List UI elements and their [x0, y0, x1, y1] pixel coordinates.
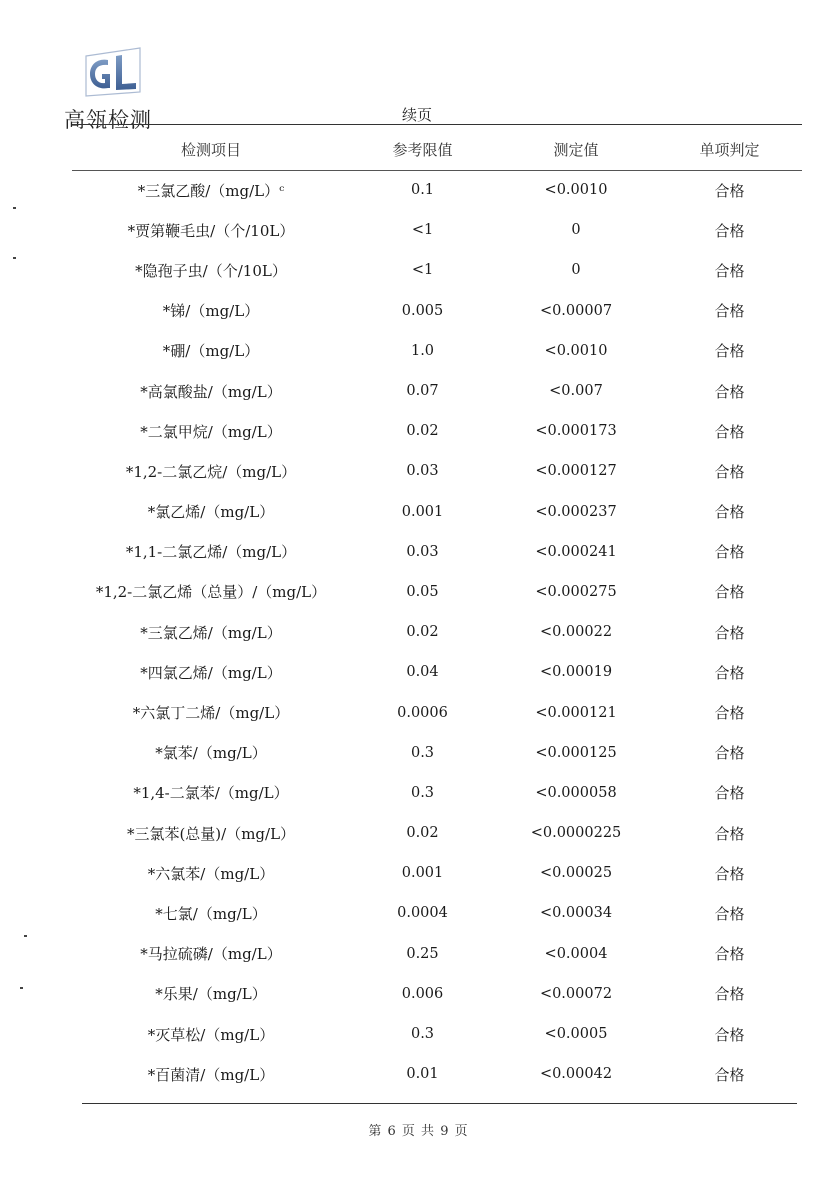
cell-limit: 0.05: [406, 583, 439, 600]
cell-verdict: 合格: [714, 503, 745, 522]
table-row: [72, 572, 802, 612]
header-rule: [72, 124, 802, 125]
cell-value: <0.0004: [544, 945, 608, 962]
cell-item: *马拉硫磷/（mg/L）: [140, 945, 282, 964]
cell-value: <0.00007: [539, 302, 613, 319]
table-row: [72, 893, 802, 933]
cell-value: <0.007: [549, 383, 603, 400]
cell-item: *1,1-二氯乙烯/（mg/L）: [125, 543, 297, 562]
table-row: [72, 451, 802, 491]
cell-limit: <1: [411, 262, 434, 279]
cell-verdict: 合格: [714, 663, 745, 682]
results-table: [72, 170, 802, 1094]
cell-verdict: 合格: [714, 784, 745, 803]
cell-verdict: 合格: [714, 904, 745, 923]
cell-verdict: 合格: [714, 342, 745, 361]
scan-speck: [20, 987, 23, 989]
cell-verdict: 合格: [714, 1065, 745, 1084]
cell-item: *乐果/（mg/L）: [155, 985, 267, 1004]
cell-item: *1,4-二氯苯/（mg/L）: [133, 784, 289, 803]
table-row: [72, 371, 802, 411]
cell-value: 0: [571, 262, 581, 279]
cell-verdict: 合格: [714, 543, 745, 562]
cell-value: <0.0010: [544, 342, 608, 359]
cell-limit: 0.3: [410, 1026, 435, 1043]
cell-limit: 0.07: [406, 383, 439, 400]
cell-verdict: 合格: [714, 824, 745, 843]
cell-verdict: 合格: [714, 261, 745, 280]
table-row: [72, 291, 802, 331]
cell-item: *1,2-二氯乙烯（总量）/（mg/L）: [95, 583, 327, 602]
cell-limit: 0.0006: [397, 704, 448, 721]
company-name: 高瓴检测: [64, 108, 152, 132]
table-header: [72, 134, 802, 164]
table-row: [72, 250, 802, 290]
cell-item: *1,2-二氯乙烷/（mg/L）: [125, 462, 297, 481]
table-row: [72, 773, 802, 813]
scan-speck: [24, 935, 27, 937]
cell-value: <0.000127: [535, 463, 617, 480]
cell-value: <0.00072: [539, 985, 613, 1002]
cell-item: *六氯苯/（mg/L）: [147, 864, 275, 883]
cell-value: <0.00022: [539, 624, 613, 641]
cell-limit: <1: [411, 222, 434, 239]
table-row: [72, 733, 802, 773]
column-header-value: 测定值: [553, 140, 599, 159]
cell-limit: 0.1: [410, 182, 435, 199]
cell-verdict: 合格: [714, 623, 745, 642]
cell-limit: 0.02: [406, 825, 439, 842]
table-row: [72, 1054, 802, 1094]
column-header-item: 检测项目: [180, 140, 241, 159]
table-row: [72, 532, 802, 572]
cell-value: <0.000237: [535, 503, 617, 520]
cell-value: <0.000173: [535, 423, 617, 440]
cell-value: <0.000058: [535, 784, 617, 801]
page-number: 第 6 页 共 9 页: [368, 1124, 469, 1139]
table-row: [72, 331, 802, 371]
cell-verdict: 合格: [714, 221, 745, 240]
cell-value: 0: [571, 222, 581, 239]
cell-item: *氯苯/（mg/L）: [155, 744, 267, 763]
cell-item: *三氯苯(总量)/（mg/L）: [126, 824, 296, 843]
cell-item: *灭草松/（mg/L）: [147, 1025, 275, 1044]
company-logo: [82, 46, 144, 98]
cell-limit: 0.005: [401, 302, 444, 319]
cell-limit: 0.001: [401, 865, 444, 882]
cell-limit: 1.0: [410, 342, 435, 359]
cell-verdict: 合格: [714, 1025, 745, 1044]
table-row: [72, 492, 802, 532]
cell-item: *百菌清/（mg/L）: [147, 1065, 275, 1084]
cell-item: *三氯乙酸/（mg/L）ᶜ: [137, 181, 285, 200]
scan-speck: [13, 207, 16, 209]
cell-verdict: 合格: [714, 422, 745, 441]
cell-item: *氯乙烯/（mg/L）: [147, 503, 275, 522]
cell-item: *三氯乙烯/（mg/L）: [140, 623, 282, 642]
cell-verdict: 合格: [714, 985, 745, 1004]
cell-value: <0.00034: [539, 905, 613, 922]
cell-limit: 0.006: [401, 985, 444, 1002]
cell-value: <0.0010: [544, 182, 608, 199]
table-row: [72, 210, 802, 250]
cell-limit: 0.01: [406, 1066, 439, 1083]
cell-value: <0.000241: [535, 543, 617, 560]
table-row: [72, 170, 802, 210]
table-row: [72, 692, 802, 732]
cell-item: *锑/（mg/L）: [162, 302, 260, 321]
continued-page-label: 续页: [402, 106, 433, 124]
cell-limit: 0.03: [406, 463, 439, 480]
cell-item: *高氯酸盐/（mg/L）: [140, 382, 282, 401]
column-header-limit: 参考限值: [392, 140, 453, 159]
cell-verdict: 合格: [714, 382, 745, 401]
cell-limit: 0.03: [406, 543, 439, 560]
cell-value: <0.000275: [535, 583, 617, 600]
cell-verdict: 合格: [714, 864, 745, 883]
cell-limit: 0.04: [406, 664, 439, 681]
scan-speck: [13, 257, 16, 259]
cell-item: *七氯/（mg/L）: [155, 904, 267, 923]
cell-limit: 0.25: [406, 945, 439, 962]
table-row: [72, 411, 802, 451]
cell-value: <0.00019: [539, 664, 613, 681]
cell-verdict: 合格: [714, 181, 745, 200]
cell-limit: 0.3: [410, 744, 435, 761]
cell-limit: 0.02: [406, 423, 439, 440]
cell-value: <0.00025: [539, 865, 613, 882]
cell-limit: 0.02: [406, 624, 439, 641]
cell-value: <0.0005: [544, 1026, 608, 1043]
table-row: [72, 813, 802, 853]
cell-verdict: 合格: [714, 945, 745, 964]
column-header-verdict: 单项判定: [699, 140, 760, 159]
cell-verdict: 合格: [714, 302, 745, 321]
table-row: [72, 652, 802, 692]
table-row: [72, 974, 802, 1014]
cell-value: <0.000125: [535, 744, 617, 761]
cell-limit: 0.0004: [397, 905, 448, 922]
cell-value: <0.00042: [539, 1066, 613, 1083]
cell-verdict: 合格: [714, 462, 745, 481]
table-row: [72, 853, 802, 893]
cell-value: <0.0000225: [530, 825, 622, 842]
table-row: [72, 612, 802, 652]
cell-verdict: 合格: [714, 704, 745, 723]
table-row: [72, 934, 802, 974]
cell-item: *六氯丁二烯/（mg/L）: [132, 704, 290, 723]
cell-verdict: 合格: [714, 583, 745, 602]
cell-item: *贾第鞭毛虫/（个/10L）: [127, 221, 295, 240]
cell-limit: 0.001: [401, 503, 444, 520]
cell-item: *二氯甲烷/（mg/L）: [140, 422, 282, 441]
cell-item: *硼/（mg/L）: [162, 342, 260, 361]
cell-item: *四氯乙烯/（mg/L）: [140, 663, 282, 682]
cell-value: <0.000121: [535, 704, 617, 721]
table-bottom-rule: [82, 1103, 797, 1104]
cell-item: *隐孢子虫/（个/10L）: [135, 261, 287, 280]
cell-verdict: 合格: [714, 744, 745, 763]
cell-limit: 0.3: [410, 784, 435, 801]
table-row: [72, 1014, 802, 1054]
